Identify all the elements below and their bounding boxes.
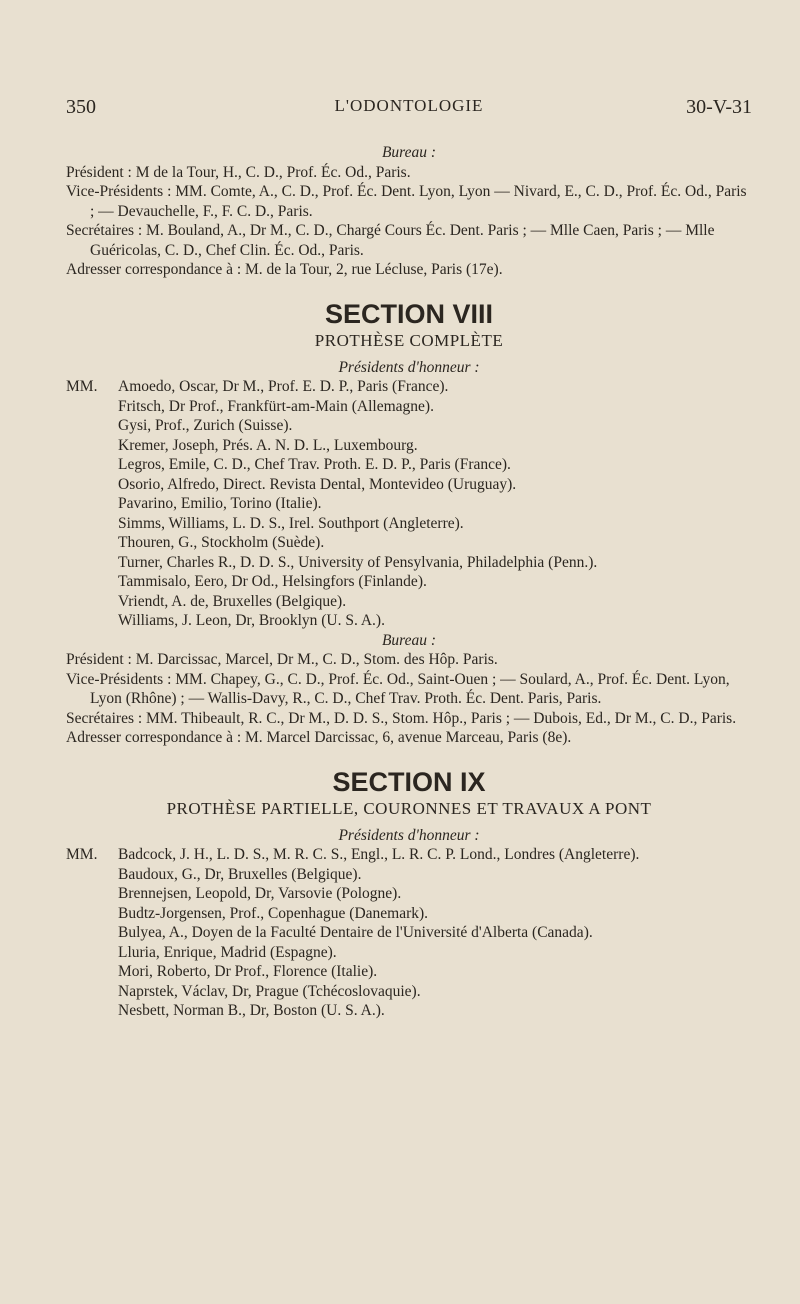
- member-entry: Osorio, Alfredo, Direct. Revista Dental, Montevideo (Uruguay).: [118, 475, 517, 493]
- section-title: SECTION IX: [332, 766, 486, 797]
- bureau-line: Adresser correspondance à : M. Marcel Darcissac, 6, avenue Marceau, Paris (8e).: [66, 729, 572, 746]
- member-entry: Williams, J. Leon, Dr, Brooklyn (U. S. A.).: [118, 612, 385, 629]
- members-list: [66, 845, 752, 1021]
- page-content: [66, 143, 752, 1021]
- member-entry: Budtz-Jorgensen, Prof., Copenhague (Danemark).: [118, 904, 429, 922]
- member-entry: Mori, Roberto, Dr Prof., Florence (Italie).: [118, 963, 378, 980]
- bureau-heading: Bureau :: [381, 144, 437, 161]
- presidents-heading: Présidents d'honneur :: [338, 826, 480, 844]
- member-entry: Pavarino, Emilio, Torino (Italie).: [118, 495, 322, 512]
- bureau-heading: Bureau :: [381, 631, 437, 649]
- member-entry: Naprstek, Václav, Dr, Prague (Tchécoslovaquie).: [118, 982, 421, 1000]
- member-entry: Legros, Emile, C. D., Chef Trav. Proth. E. D. P., Paris (France).: [118, 456, 511, 473]
- mm-label: MM.: [66, 378, 98, 395]
- bureau-line: Président : M. Darcissac, Marcel, Dr M., C. D., Stom. des Hôp. Paris.: [66, 651, 498, 668]
- section-title: SECTION VIII: [324, 298, 494, 329]
- member-entry: Bulyea, A., Doyen de la Faculté Dentaire de l'Université d'Alberta (Canada).: [118, 924, 593, 941]
- member-entry: Vriendt, A. de, Bruxelles (Belgique).: [118, 592, 347, 610]
- members-list: [66, 377, 752, 631]
- bureau-line: Secrétaires : M. Bouland, A., Dr M., C. D., Chargé Cours Éc. Dent. Paris ; — Mlle Caen, Paris ; — Mlle Guéricolas, C. D., Chef Clin. Éc. Od., Paris.: [66, 222, 715, 259]
- page-number: 350: [66, 96, 96, 118]
- presidents-heading: Présidents d'honneur :: [338, 358, 480, 376]
- journal-title: L'ODONTOLOGIE: [334, 96, 484, 115]
- member-entry: Tammisalo, Eero, Dr Od., Helsingfors (Finlande).: [118, 573, 427, 590]
- member-entry: Gysi, Prof., Zurich (Suisse).: [118, 417, 293, 434]
- running-header: [66, 96, 752, 120]
- bureau-line: Vice-Présidents : MM. Comte, A., C. D., Prof. Éc. Dent. Lyon, Lyon — Nivard, E., C. D., Prof. Éc. Od., Paris ; — Devauchelle, F., F. C. D., Paris.: [66, 183, 747, 220]
- bureau-line: Vice-Présidents : MM. Chapey, G., C. D., Prof. Éc. Od., Saint-Ouen ; — Soulard, A., Prof. Éc. Dent. Lyon, Lyon (Rhône) ; — Wallis-Davy, R., C. D., Chef Trav. Proth. Éc. Dent. Paris, Paris.: [66, 670, 730, 707]
- bureau-line: Secrétaires : MM. Thibeault, R. C., Dr M., D. D. S., Stom. Hôp., Paris ; — Dubois, Ed., Dr M., C. D., Paris.: [66, 709, 737, 727]
- member-entry: Turner, Charles R., D. D. S., University of Pensylvania, Philadelphia (Penn.).: [118, 553, 598, 571]
- member-entry: Fritsch, Dr Prof., Frankfürt-am-Main (Allemagne).: [118, 397, 434, 415]
- bureau-line: Président : M de la Tour, H., C. D., Prof. Éc. Od., Paris.: [66, 163, 411, 181]
- mm-label: MM.: [66, 846, 98, 863]
- member-entry: Kremer, Joseph, Prés. A. N. D. L., Luxembourg.: [118, 436, 418, 454]
- section-subtitle: PROTHÈSE COMPLÈTE: [314, 330, 504, 350]
- member-entry: Badcock, J. H., L. D. S., M. R. C. S., Engl., L. R. C. P. Lond., Londres (Angleterre).: [118, 846, 640, 863]
- member-entry: Simms, Williams, L. D. S., Irel. Southport (Angleterre).: [118, 514, 464, 532]
- member-entry: Brennejsen, Leopold, Dr, Varsovie (Pologne).: [118, 885, 402, 902]
- member-entry: Thouren, G., Stockholm (Suède).: [118, 534, 325, 551]
- bureau-line: Adresser correspondance à : M. de la Tour, 2, rue Lécluse, Paris (17e).: [66, 261, 503, 278]
- member-entry: Amoedo, Oscar, Dr M., Prof. E. D. P., Paris (France).: [118, 378, 449, 395]
- section-subtitle: PROTHÈSE PARTIELLE, COURONNES ET TRAVAUX A PONT: [166, 798, 652, 818]
- issue-date: 30-V-31: [686, 96, 752, 118]
- member-entry: Baudoux, G., Dr, Bruxelles (Belgique).: [118, 865, 362, 883]
- member-entry: Nesbett, Norman B., Dr, Boston (U. S. A.).: [118, 1002, 385, 1019]
- member-entry: Lluria, Enrique, Madrid (Espagne).: [118, 943, 337, 961]
